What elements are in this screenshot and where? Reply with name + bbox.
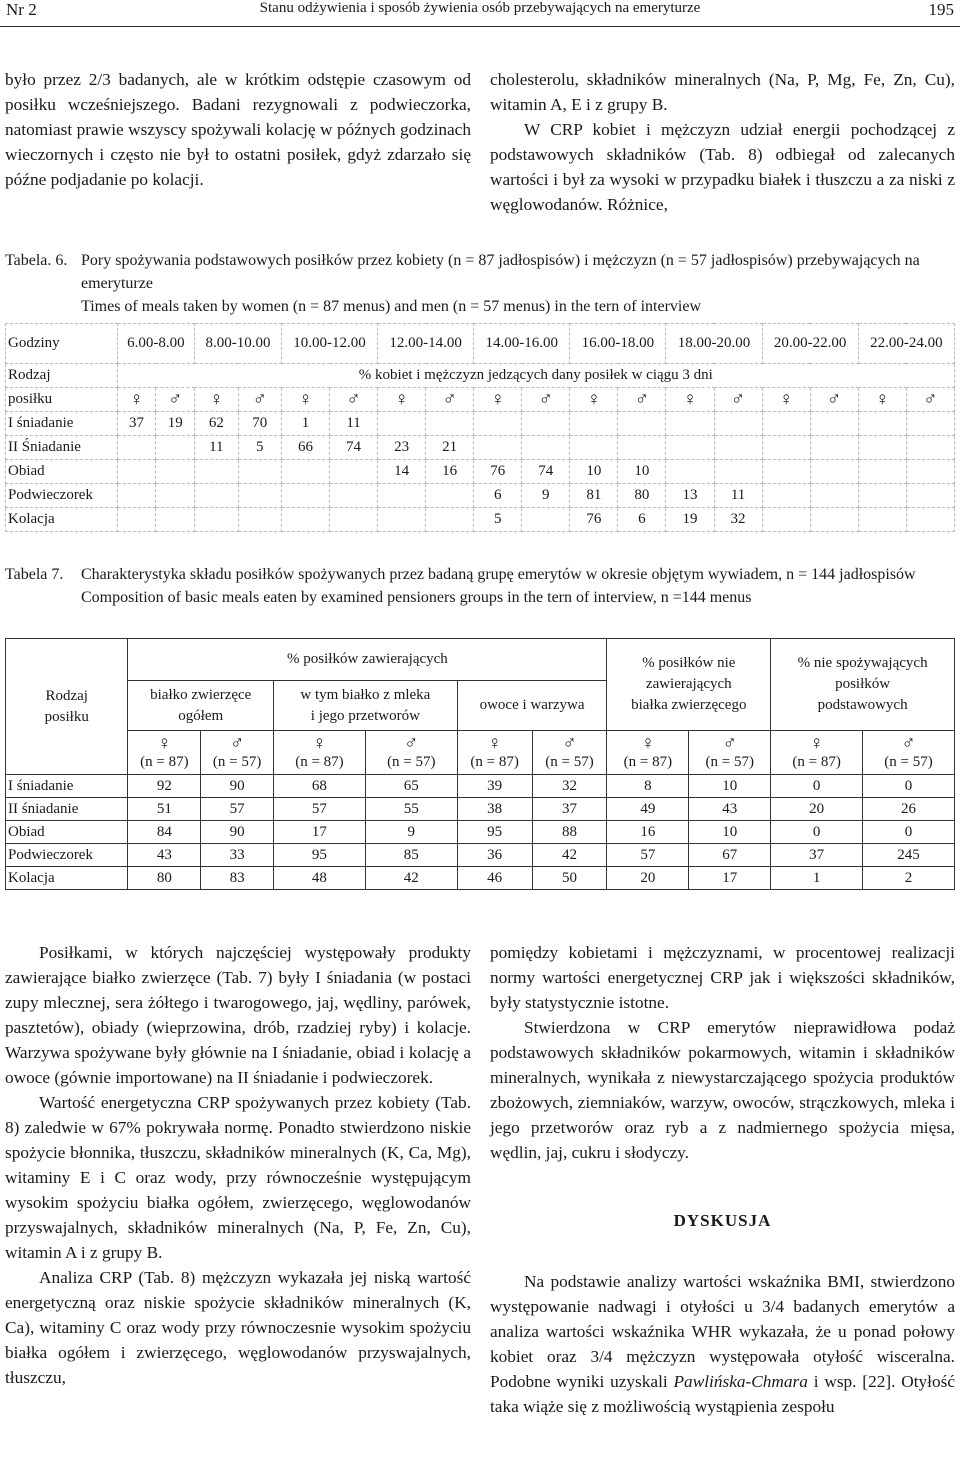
hour-range: 14.00-16.00 <box>474 324 570 364</box>
table-row <box>6 798 955 821</box>
hours-label: Godziny <box>6 324 118 364</box>
table-cell <box>714 460 762 484</box>
table-cell: 0 <box>771 775 863 798</box>
male-n-cell <box>863 731 955 775</box>
table-cell <box>238 508 281 532</box>
female-icon: ♀ <box>157 733 172 754</box>
n-label: (n = 57) <box>705 754 754 770</box>
table-cell: 26 <box>863 798 955 821</box>
meal-type-label: Rodzaj <box>6 364 118 388</box>
table-cell: 17 <box>274 821 366 844</box>
table7-title-en: Composition of basic meals eaten by examined pensioners groups in the tern of interview, n =144 menus <box>81 589 752 606</box>
table-cell <box>281 508 329 532</box>
table-cell: 0 <box>863 821 955 844</box>
table-cell: 1 <box>281 412 329 436</box>
table-cell <box>195 460 238 484</box>
female-icon: ♀ <box>762 388 810 412</box>
table-cell: 32 <box>532 775 607 798</box>
row-label: I śniadanie <box>6 775 128 798</box>
table-cell <box>762 412 810 436</box>
span-label: % kobiet i mężczyzn jedzących dany posiłek w ciągu 3 dni <box>117 364 954 388</box>
table-cell <box>281 484 329 508</box>
hour-range: 18.00-20.00 <box>666 324 762 364</box>
table-cell <box>378 412 426 436</box>
table-cell <box>666 412 714 436</box>
table-cell: 20 <box>771 798 863 821</box>
table-cell <box>474 436 522 460</box>
table-cell: 9 <box>365 821 457 844</box>
table-cell <box>238 460 281 484</box>
table6 <box>5 323 955 532</box>
row-label: I śniadanie <box>6 412 118 436</box>
header-line: podstawowych <box>817 697 908 713</box>
issue-number: Nr 2 <box>6 0 37 19</box>
male-icon: ♂ <box>906 388 954 412</box>
table-cell <box>330 460 378 484</box>
table-cell <box>666 460 714 484</box>
table-cell: 84 <box>128 821 201 844</box>
male-icon: ♂ <box>426 388 474 412</box>
header-line: ogółem <box>178 707 224 724</box>
table-cell: 19 <box>666 508 714 532</box>
female-icon: ♀ <box>312 733 327 754</box>
table-cell <box>906 412 954 436</box>
table-cell: 55 <box>365 798 457 821</box>
table-cell: 70 <box>238 412 281 436</box>
table-cell: 23 <box>378 436 426 460</box>
female-icon: ♀ <box>195 388 238 412</box>
header-line: % nie spożywających <box>797 655 928 671</box>
paragraph: Wartość energetyczna CRP spożywanych przez kobiety (Tab. 8) zaledwie w 67% pokrywała normę. Ponadto stwierdzono niskie spożycie błonnika, tłuszczu, składników mineralnych (K, Ca, Mg), witaminy E i C oraz wody, przy równocześnie występującym wysokim spożyciu białka ogółem, zwierzęcego, węglowodanów przyswajalnych, składników mineralnych (Na, P, Fe, Zn, Cu), witamin A i z grupy B. <box>5 1093 471 1262</box>
female-icon: ♀ <box>474 388 522 412</box>
header-line: % posiłków nie <box>642 655 736 671</box>
table-cell: 57 <box>274 798 366 821</box>
table-cell: 65 <box>365 775 457 798</box>
table-row <box>6 844 955 867</box>
table-cell: 85 <box>365 844 457 867</box>
table-cell: 1 <box>771 867 863 890</box>
male-icon: ♂ <box>330 388 378 412</box>
female-n-cell <box>128 731 201 775</box>
table-cell <box>522 508 570 532</box>
bottom-left-column <box>5 940 471 1390</box>
table-cell <box>570 412 618 436</box>
table-cell <box>117 436 156 460</box>
female-icon: ♀ <box>640 733 655 754</box>
table-cell <box>858 508 906 532</box>
table-cell: 67 <box>689 844 771 867</box>
table-cell: 17 <box>689 867 771 890</box>
table-cell: 33 <box>201 844 274 867</box>
table-cell <box>238 484 281 508</box>
female-icon: ♀ <box>809 733 824 754</box>
male-icon: ♂ <box>810 388 858 412</box>
table-row <box>6 460 955 484</box>
male-n-cell <box>689 731 771 775</box>
table-cell <box>810 508 858 532</box>
male-icon: ♂ <box>229 733 245 754</box>
table6-title: Pory spożywania podstawowych posiłków przez kobiety (n = 87 jadłospisów) i mężczyzn (n = 57 jadłospisów) przebywających na emeryturze <box>81 252 920 292</box>
female-n-cell <box>771 731 863 775</box>
table-cell <box>156 460 195 484</box>
male-n-cell <box>532 731 607 775</box>
hour-range: 22.00-24.00 <box>858 324 954 364</box>
table-cell: 76 <box>570 508 618 532</box>
row-label: Podwieczorek <box>6 484 118 508</box>
table-cell: 11 <box>195 436 238 460</box>
n-label: (n = 87) <box>470 754 519 770</box>
table-cell: 20 <box>607 867 689 890</box>
table-cell <box>474 412 522 436</box>
female-icon: ♀ <box>858 388 906 412</box>
table-cell: 10 <box>570 460 618 484</box>
table-cell: 95 <box>457 821 532 844</box>
header-line: posiłków <box>835 676 891 692</box>
table-cell: 8 <box>607 775 689 798</box>
table-cell: 81 <box>570 484 618 508</box>
table-cell <box>156 484 195 508</box>
female-n-cell <box>457 731 532 775</box>
table-cell: 5 <box>238 436 281 460</box>
no-animal-protein-header <box>607 639 771 731</box>
male-icon: ♂ <box>618 388 666 412</box>
discussion-paragraph <box>490 1269 955 1419</box>
table-cell: 42 <box>365 867 457 890</box>
page-number: 195 <box>928 0 954 19</box>
table-cell <box>810 460 858 484</box>
paragraph: W CRP kobiet i mężczyzn udział energii pochodzącej z podstawowych składników (Tab. 8) odbiegał od zalecanych wartości i był za wysoki w przypadku białek i tłuszczu a za niski z węglowodanów. Różnice, <box>490 120 955 214</box>
table-cell <box>810 412 858 436</box>
header-line: białko zwierzęce <box>150 686 252 703</box>
table-cell: 90 <box>201 821 274 844</box>
n-label: (n = 57) <box>884 754 933 770</box>
row-label: II śniadanie <box>6 798 128 821</box>
male-icon: ♂ <box>238 388 281 412</box>
hour-range: 12.00-14.00 <box>378 324 474 364</box>
table-cell: 80 <box>128 867 201 890</box>
table-cell: 43 <box>128 844 201 867</box>
table-cell: 5 <box>474 508 522 532</box>
male-icon: ♂ <box>722 733 737 754</box>
table-cell: 50 <box>532 867 607 890</box>
table-cell <box>378 508 426 532</box>
hour-range: 8.00-10.00 <box>195 324 282 364</box>
table-cell: 74 <box>522 460 570 484</box>
row-label: Podwieczorek <box>6 844 128 867</box>
animal-protein-header <box>128 681 274 731</box>
table-cell <box>281 460 329 484</box>
table-cell: 2 <box>863 867 955 890</box>
hour-range: 6.00-8.00 <box>117 324 195 364</box>
female-icon: ♀ <box>570 388 618 412</box>
table-cell <box>762 484 810 508</box>
header-rule <box>0 26 960 27</box>
n-label: (n = 57) <box>212 754 262 770</box>
table-cell <box>330 508 378 532</box>
table-cell <box>195 508 238 532</box>
table-cell: 57 <box>201 798 274 821</box>
table-cell <box>156 508 195 532</box>
table-cell <box>762 436 810 460</box>
table-cell: 37 <box>532 798 607 821</box>
table-cell <box>426 508 474 532</box>
table-cell <box>117 460 156 484</box>
paragraph: było przez 2/3 badanych, ale w krótkim odstępie czasowym od posiłku wcześniejszego. Badani rezygnowali z podwieczorka, natomiast prawie wszyscy spożywali kolację w późnych godzinach wieczornych i często nie był to ostatni posiłek, gdyż zdarzało się późne podjadanie po kolacji. <box>5 70 471 189</box>
hour-range: 16.00-18.00 <box>570 324 666 364</box>
table6-label: Tabela. 6. <box>5 252 68 269</box>
discussion-text: i wsp. [22]. Otyłość taka wiąże się z możliwością wystąpienia zespołu <box>490 1372 955 1416</box>
male-icon: ♂ <box>404 733 419 754</box>
top-left-column <box>5 67 471 192</box>
table-row <box>6 484 955 508</box>
table-cell <box>858 436 906 460</box>
table-cell <box>906 460 954 484</box>
header-line: białka zwierzęcego <box>631 697 747 713</box>
table-cell <box>522 412 570 436</box>
table-cell: 95 <box>274 844 366 867</box>
n-label: (n = 87) <box>792 754 841 770</box>
hour-range: 20.00-22.00 <box>762 324 858 364</box>
table-cell: 0 <box>771 821 863 844</box>
male-icon: ♂ <box>562 733 577 754</box>
n-label: (n = 87) <box>623 754 673 770</box>
row-label: Kolacja <box>6 867 128 890</box>
table-cell: 10 <box>618 460 666 484</box>
table7-title: Charakterystyka składu posiłków spożywanych przez badaną grupę emerytów w okresie objętym wywiadem, n = 144 jadłospisów <box>81 566 916 583</box>
table7-caption <box>5 563 955 609</box>
table-cell: 16 <box>426 460 474 484</box>
running-title: Stanu odżywienia i sposób żywienia osób przebywających na emeryturze <box>259 0 701 16</box>
table-cell <box>522 436 570 460</box>
male-icon: ♂ <box>522 388 570 412</box>
row-label: II Śniadanie <box>6 436 118 460</box>
meal-type-header <box>6 639 128 775</box>
table-row <box>6 412 955 436</box>
table-cell: 0 <box>863 775 955 798</box>
table-row <box>6 436 955 460</box>
cited-author: Pawlińska-Chmara <box>673 1372 808 1391</box>
discussion-text: Na podstawie analizy wartości wskaźnika BMI, stwierdzono występowanie nadwagi i otyłości u 3/4 badanych emerytów a analiza wartości wskaźnika WHR wykazała, że u ponad połowy kobiet oraz 3/4 mężczyzn występowała otyłość wisceralna. Podobne wyniki uzyskali <box>490 1272 955 1391</box>
table-cell: 80 <box>618 484 666 508</box>
female-icon: ♀ <box>487 733 502 754</box>
header-line: w tym białko z mleka <box>300 686 431 703</box>
table-cell: 36 <box>457 844 532 867</box>
meal-type-label: posiłku <box>6 388 118 412</box>
table-cell: 10 <box>689 775 771 798</box>
table-cell <box>618 412 666 436</box>
female-icon: ♀ <box>281 388 329 412</box>
table6-title-en: Times of meals taken by women (n = 87 menus) and men (n = 57 menus) in the tern of interview <box>81 298 701 315</box>
paragraph: pomiędzy kobietami i mężczyznami, w procentowej realizacji normy wartości energetycznej CRP jak i większości składników, były statystycznie istotne. <box>490 943 955 1012</box>
section-heading: DYSKUSJA <box>673 1211 772 1230</box>
table-cell <box>330 484 378 508</box>
table-cell: 13 <box>666 484 714 508</box>
n-label: (n = 57) <box>387 754 436 770</box>
header-line: i jego przetworów <box>310 707 420 724</box>
table-cell <box>858 460 906 484</box>
table-cell: 6 <box>618 508 666 532</box>
table-cell: 46 <box>457 867 532 890</box>
table-cell: 42 <box>532 844 607 867</box>
table-cell <box>426 412 474 436</box>
table-cell: 19 <box>156 412 195 436</box>
bottom-right-column <box>490 940 955 1419</box>
male-icon: ♂ <box>156 388 195 412</box>
table-cell <box>810 484 858 508</box>
table-cell <box>426 484 474 508</box>
table-cell: 57 <box>607 844 689 867</box>
table-cell: 92 <box>128 775 201 798</box>
n-label: (n = 87) <box>295 754 344 770</box>
table-cell: 32 <box>714 508 762 532</box>
table-cell <box>570 436 618 460</box>
female-icon: ♀ <box>666 388 714 412</box>
table-cell: 37 <box>771 844 863 867</box>
table-cell: 11 <box>330 412 378 436</box>
table-row <box>6 775 955 798</box>
table-cell: 68 <box>274 775 366 798</box>
row-label: Obiad <box>6 460 118 484</box>
female-n-cell <box>274 731 366 775</box>
table-cell <box>762 508 810 532</box>
table7-label: Tabela 7. <box>5 566 64 583</box>
table-cell: 49 <box>607 798 689 821</box>
fruit-veg-header: owoce i warzywa <box>457 681 607 731</box>
top-right-column <box>490 67 955 217</box>
table-cell <box>666 436 714 460</box>
header-line: posiłku <box>44 708 89 725</box>
table-cell: 48 <box>274 867 366 890</box>
table-cell <box>906 484 954 508</box>
milk-protein-header <box>274 681 458 731</box>
table-cell <box>156 436 195 460</box>
table-cell: 11 <box>714 484 762 508</box>
table-cell: 9 <box>522 484 570 508</box>
table-cell: 37 <box>117 412 156 436</box>
row-label: Kolacja <box>6 508 118 532</box>
not-eating-header <box>771 639 955 731</box>
table-cell: 21 <box>426 436 474 460</box>
table-cell: 51 <box>128 798 201 821</box>
table-cell: 39 <box>457 775 532 798</box>
female-icon: ♀ <box>117 388 156 412</box>
table-cell: 43 <box>689 798 771 821</box>
table-cell: 88 <box>532 821 607 844</box>
table-cell: 6 <box>474 484 522 508</box>
table-cell: 76 <box>474 460 522 484</box>
table-cell: 90 <box>201 775 274 798</box>
table-cell <box>117 508 156 532</box>
table-cell: 62 <box>195 412 238 436</box>
table-cell <box>858 484 906 508</box>
table-cell <box>906 508 954 532</box>
table-cell <box>195 484 238 508</box>
table-cell: 38 <box>457 798 532 821</box>
male-icon: ♂ <box>714 388 762 412</box>
table-cell <box>378 484 426 508</box>
table-cell: 10 <box>689 821 771 844</box>
table-cell: 245 <box>863 844 955 867</box>
table-cell <box>810 436 858 460</box>
header-line: zawierających <box>645 676 732 692</box>
table-cell: 74 <box>330 436 378 460</box>
table-row <box>6 867 955 890</box>
n-label: (n = 57) <box>545 754 594 770</box>
table-cell: 14 <box>378 460 426 484</box>
male-n-cell <box>365 731 457 775</box>
running-header <box>0 0 960 30</box>
female-icon: ♀ <box>378 388 426 412</box>
female-n-cell <box>607 731 689 775</box>
table6-caption <box>5 249 955 318</box>
row-label: Obiad <box>6 821 128 844</box>
table-cell: 66 <box>281 436 329 460</box>
paragraph: Posiłkami, w których najczęściej występowały produkty zawierające białko zwierzęce (Tab. 7) były I śniadania (w postaci zupy mlecznej, sera żółtego i twarogowego, jaj, wędliny, parówek, pasztetów), obiady (wieprzowina, drób, rzadziej ryby) i kolacje. Warzywa spożywane były głównie na I śniadanie, obiad i kolację a owoce (gównie importowane) na II śniadanie i podwieczorek. <box>5 943 471 1087</box>
male-icon: ♂ <box>901 733 916 754</box>
table-cell <box>762 460 810 484</box>
paragraph: Stwierdzona w CRP emerytów nieprawidłowa podaż podstawowych składników pokarmowych, witamin i składników mineralnych, wynikała z niewystarczającego spożycia produktów zbożowych, ziemniaków, warzyw, owoców, strączkowych, mleka i jego przetworów oraz ryb a z nadmiernego spożycia mięsa, wędlin, jaj, cukru i słodyczy. <box>490 1018 955 1162</box>
male-n-cell <box>201 731 274 775</box>
table-cell <box>906 436 954 460</box>
table-cell <box>858 412 906 436</box>
header-line: Rodzaj <box>45 687 88 704</box>
paragraph: cholesterolu, składników mineralnych (Na, P, Mg, Fe, Zn, Cu), witamin A, E i z grupy B. <box>490 70 955 114</box>
table-cell <box>714 436 762 460</box>
table7 <box>5 638 955 890</box>
table-cell <box>618 436 666 460</box>
table-row <box>6 821 955 844</box>
group-header: % posiłków zawierających <box>128 639 607 681</box>
paragraph: Analiza CRP (Tab. 8) mężczyzn wykazała jej niską wartość energetyczną oraz niskie spożycie składników mineralnych (K, Ca), witaminy C oraz wody przy równoczesnie wysokim spożyciu białka ogółem i zwierzęcego, węglowodanów przyswajalnych, tłuszczu, <box>5 1268 471 1387</box>
hour-range: 10.00-12.00 <box>281 324 377 364</box>
n-label: (n = 87) <box>140 754 189 770</box>
table-row <box>6 508 955 532</box>
table-cell <box>714 412 762 436</box>
table-cell: 83 <box>201 867 274 890</box>
table-cell <box>117 484 156 508</box>
table-cell: 16 <box>607 821 689 844</box>
